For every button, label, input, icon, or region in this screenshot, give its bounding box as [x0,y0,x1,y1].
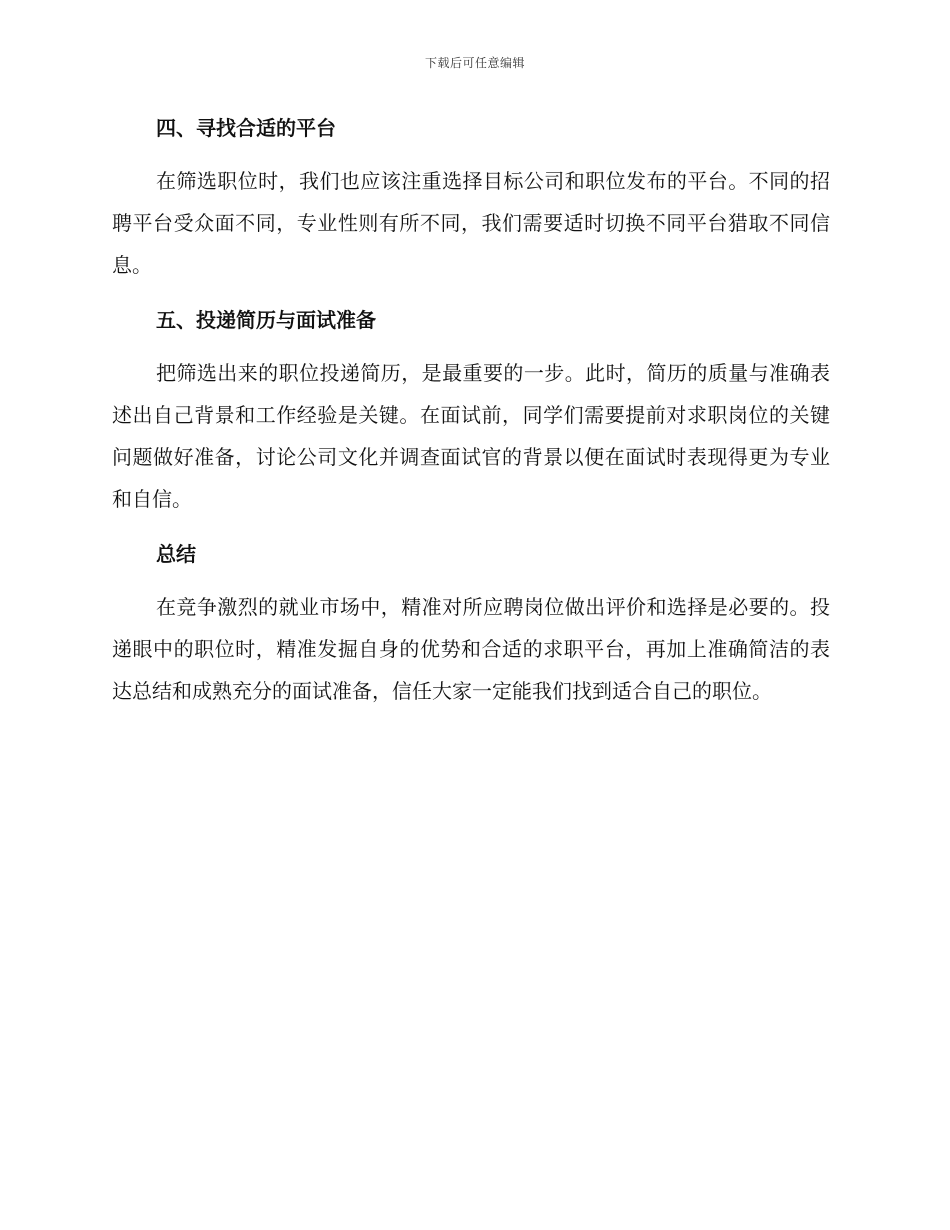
section-heading-summary: 总结 [156,542,196,566]
section-paragraph-platform: 在筛选职位时，我们也应该注重选择目标公司和职位发布的平台。不同的招聘平台受众面不同，专业性则有所不同，我们需要适时切换不同平台猎取不同信息。 [112,169,830,277]
document-body [112,108,830,726]
section-heading-resume: 五、投递简历与面试准备 [156,308,376,332]
section-paragraph-summary: 在竞争激烈的就业市场中，精准对所应聘岗位做出评价和选择是必要的。投递眼中的职位时，精准发掘自身的优势和合适的求职平台，再加上准确简洁的表达总结和成熟充分的面试准备，信任大家一定能我们找到适合自己的职位。 [112,595,830,703]
section-heading-platform: 四、寻找合适的平台 [156,116,336,140]
section-paragraph-resume: 把筛选出来的职位投递简历，是最重要的一步。此时，简历的质量与准确表述出自己背景和工作经验是关键。在面试前，同学们需要提前对求职岗位的关键问题做好准备，讨论公司文化并调查面试官的背景以便在面试时表现得更为专业和自信。 [112,361,830,511]
page-header: 下载后可任意编辑 [424,56,525,70]
